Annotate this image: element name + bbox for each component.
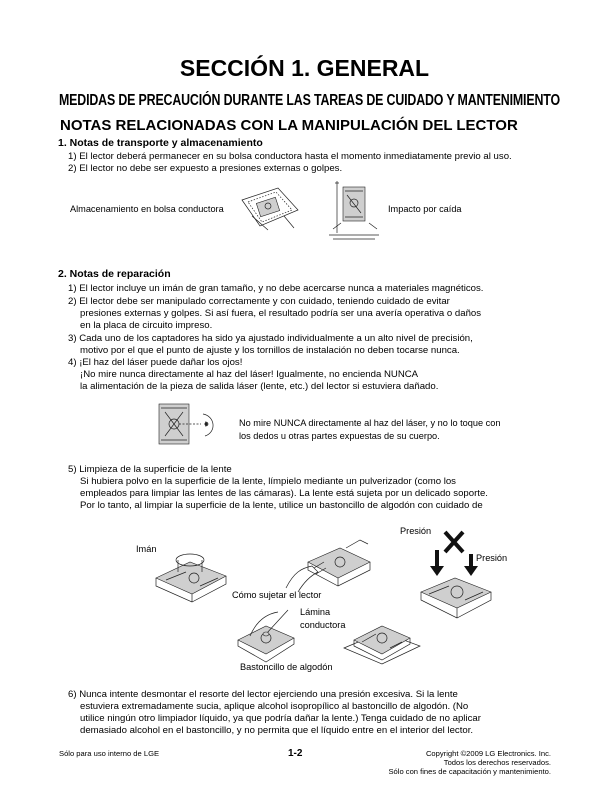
repair-line: motivo por el que el punto de ajuste y los tornillos de instalación no deben tocarse nunca. bbox=[80, 345, 460, 356]
footer-training: Sólo con fines de capacitación y mantenimiento. bbox=[388, 767, 551, 776]
repair-line: 2) El lector debe ser manipulado correctamente y con cuidado, teniendo cuidado de evitar bbox=[68, 296, 450, 307]
repair-line: 1) El lector incluye un imán de gran tamaño, y no debe acercarse nunca a materiales magnéticos. bbox=[68, 283, 484, 294]
lens-line: Por lo tanto, al limpiar la superficie de la lente, utilice un bastoncillo de algodón con cuidado de bbox=[80, 500, 483, 511]
storage-caption: Almacenamiento en bolsa conductora bbox=[70, 204, 224, 214]
pickup-heading: NOTAS RELACIONADAS CON LA MANIPULACIÓN DEL LECTOR bbox=[60, 117, 518, 134]
lens-line: 5) Limpieza de la superficie de la lente bbox=[68, 464, 232, 475]
section-subtitle: MEDIDAS DE PRECAUCIÓN DURANTE LAS TAREAS DE CUIDADO Y MANTENIMIENTO bbox=[59, 92, 560, 109]
laser-warning-line: los dedos u otras partes expuestas de su cuerpo. bbox=[239, 431, 440, 441]
repair-line: presiones externas y golpes. Si así fuera, el resultado podría ser una avería operativa o daños bbox=[80, 308, 482, 319]
conductive-bag-illustration bbox=[238, 186, 300, 236]
cotton-swab-illustration bbox=[230, 606, 300, 664]
item6-line: estuviera extremadamente sucia, aplique alcohol isopropílico al bastoncillo de algodón. (No bbox=[80, 701, 469, 712]
repair-line: la alimentación de la pieza de salida láser (lente, etc.) del lector si estuviera dañado. bbox=[80, 381, 439, 392]
how-to-hold-label: Cómo sujetar el lector bbox=[232, 590, 322, 600]
repair-line: en la placa de circuito impreso. bbox=[80, 320, 213, 331]
conductive-sheet-label: Lámina bbox=[300, 607, 331, 617]
footer-rights: Todos los derechos reservados. bbox=[443, 758, 551, 767]
laser-warning-line: No mire NUNCA directamente al haz del láser, y no lo toque con bbox=[239, 418, 501, 428]
impact-caption: Impacto por caída bbox=[388, 204, 462, 214]
repair-heading: 2. Notas de reparación bbox=[58, 268, 171, 280]
repair-line: 4) ¡El haz del láser puede dañar los ojos! bbox=[68, 357, 243, 368]
pickup-magnet-illustration bbox=[150, 548, 230, 608]
repair-line: ¡No mire nunca directamente al haz del láser! Igualmente, no encienda NUNCA bbox=[80, 369, 419, 380]
footer-copyright: Copyright ©2009 LG Electronics. Inc. bbox=[425, 749, 551, 758]
lens-line: empleados para limpiar las lentes de las cámaras). La lente está sujeta por un delicado soporte. bbox=[80, 488, 488, 499]
pressure-label: Presión bbox=[400, 526, 432, 536]
pressure-label: Presión bbox=[476, 553, 508, 563]
item6-line: 6) Nunca intente desmontar el resorte del lector ejerciendo una presión excesiva. Si la lente bbox=[68, 689, 458, 700]
lens-line: Si hubiera polvo en la superficie de la lente, límpielo mediante un pulverizador (como los bbox=[80, 476, 456, 487]
transport-heading: 1. Notas de transporte y almacenamiento bbox=[58, 137, 263, 149]
repair-line: 3) Cada uno de los captadores ha sido ya ajustado individualmente a un alto nivel de precisión, bbox=[68, 333, 473, 344]
holding-pickup-illustration bbox=[284, 532, 374, 594]
transport-item-2: 2) El lector no debe ser expuesto a presiones externas o golpes. bbox=[68, 163, 343, 174]
item6-line: demasiado alcohol en el bastoncillo, y no permita que el líquido entre en el interior del lector. bbox=[80, 725, 474, 736]
magnet-label: Imán bbox=[136, 544, 157, 554]
page-number: 1-2 bbox=[288, 748, 303, 759]
press-prohibited-illustration bbox=[415, 528, 515, 626]
page-title: SECCIÓN 1. GENERAL bbox=[179, 55, 430, 81]
conductive-sheet-label: conductora bbox=[300, 620, 346, 630]
cotton-swab-label: Bastoncillo de algodón bbox=[240, 662, 333, 672]
laser-eye-illustration bbox=[155, 398, 219, 450]
item6-line: utilice ningún otro limpiador líquido, ya que podría dañar la lente.) Tenga cuidado de no aplicar bbox=[80, 713, 481, 724]
drop-impact-illustration bbox=[325, 177, 383, 243]
footer-internal-use: Sólo para uso interno de LGE bbox=[59, 749, 160, 758]
pickup-on-sheet-illustration bbox=[342, 610, 422, 666]
transport-item-1: 1) El lector deberá permanecer en su bolsa conductora hasta el momento inmediatamente previo al uso. bbox=[68, 151, 512, 162]
